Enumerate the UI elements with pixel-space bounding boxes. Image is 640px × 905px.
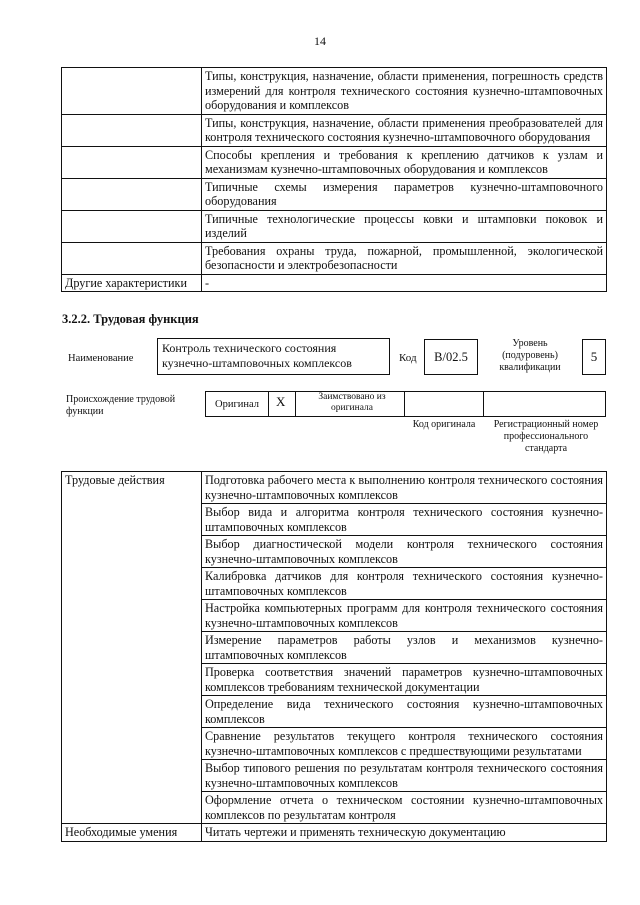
table-row xyxy=(62,242,607,274)
borrowed-label: Заимствовано из оригинала xyxy=(318,392,386,413)
row-label xyxy=(62,178,202,210)
row-text: Типичные технологические процессы ковки и штамповки поковок и изделий xyxy=(202,210,607,242)
labor-action: Оформление отчета о техническом состоянии кузнечно-штамповочных комплексов по результатам контроля xyxy=(202,792,607,824)
row-text: Типы, конструкция, назначение, области применения, погрешность средств измерений для контроля технического состояния кузнечно-штамповочных оборудования и комплексов xyxy=(202,68,607,115)
code-box xyxy=(424,339,478,375)
code-label: Код xyxy=(399,352,417,364)
labor-action: Калибровка датчиков для контроля технического состояния кузнечно-штамповочных комплексов xyxy=(202,568,607,600)
function-name: Контроль технического состояния кузнечно-штамповочных комплексов xyxy=(162,341,352,370)
row-label xyxy=(62,68,202,115)
knowledge-table xyxy=(61,67,607,292)
function-name-box xyxy=(157,338,390,375)
table-row xyxy=(62,472,607,504)
labor-action: Измерение параметров работы узлов и механизмов кузнечно-штамповочных комплексов xyxy=(202,632,607,664)
labor-actions-label: Трудовые действия xyxy=(62,472,202,824)
skills-label: Необходимые умения xyxy=(62,824,202,842)
row-text: Типы, конструкция, назначение, области применения преобразователей для контроля технического состояния кузнечно-штамповочного оборудования xyxy=(202,114,607,146)
level-value: 5 xyxy=(590,349,598,364)
origin-label: Происхождение трудовой функции xyxy=(66,394,176,417)
level-box xyxy=(582,339,606,375)
table-row xyxy=(62,210,607,242)
reg-number-caption: Регистрационный номер профессионального стандарта xyxy=(493,419,599,454)
labor-actions-table xyxy=(61,471,607,842)
table-row xyxy=(62,178,607,210)
table-row xyxy=(62,824,607,842)
row-label: Другие характеристики xyxy=(62,274,202,292)
section-title: 3.2.2. Трудовая функция xyxy=(62,312,199,326)
row-text: Способы крепления и требования к креплению датчиков к узлам и механизмам кузнечно-штамповочных оборудования и комплексов xyxy=(202,146,607,178)
code-original-caption: Код оригинала xyxy=(412,419,476,430)
labor-action: Подготовка рабочего места к выполнению контроля технического состояния кузнечно-штамповочных комплексов xyxy=(202,472,607,504)
labor-action: Проверка соответствия значений параметров кузнечно-штамповочных комплексов требованиям технической документации xyxy=(202,664,607,696)
row-text: - xyxy=(202,274,607,292)
labor-action: Выбор типового решения по результатам контроля технического состояния кузнечно-штамповочных комплексов xyxy=(202,760,607,792)
table-row xyxy=(62,274,607,292)
skill-item: Читать чертежи и применять техническую документацию xyxy=(202,824,607,842)
row-label xyxy=(62,114,202,146)
table-row xyxy=(62,146,607,178)
table-row xyxy=(62,114,607,146)
page-number: 14 xyxy=(314,34,326,48)
row-text: Типичные схемы измерения параметров кузнечно-штамповочного оборудования xyxy=(202,178,607,210)
code-value: B/02.5 xyxy=(434,349,468,364)
labor-action: Определение вида технического состояния кузнечно-штамповочных комплексов xyxy=(202,696,607,728)
original-label: Оригинал xyxy=(215,399,259,410)
labor-action: Настройка компьютерных программ для контроля технического состояния кузнечно-штамповочных комплексов xyxy=(202,600,607,632)
labor-action: Сравнение результатов текущего контроля технического состояния кузнечно-штамповочных комплексов с предшествующими результатами xyxy=(202,728,607,760)
table-row xyxy=(62,68,607,115)
row-label xyxy=(62,210,202,242)
row-label xyxy=(62,242,202,274)
labor-action: Выбор диагностической модели контроля технического состояния кузнечно-штамповочных комплексов xyxy=(202,536,607,568)
origin-code-cell xyxy=(404,391,484,417)
row-label xyxy=(62,146,202,178)
row-text: Требования охраны труда, пожарной, промышленной, экологической безопасности и электробезопасности xyxy=(202,242,607,274)
original-mark: X xyxy=(276,394,286,409)
name-label: Наименование xyxy=(68,353,134,364)
labor-action: Выбор вида и алгоритма контроля технического состояния кузнечно-штамповочных комплексов xyxy=(202,504,607,536)
level-label: Уровень (подуровень) квалификации xyxy=(499,338,561,373)
